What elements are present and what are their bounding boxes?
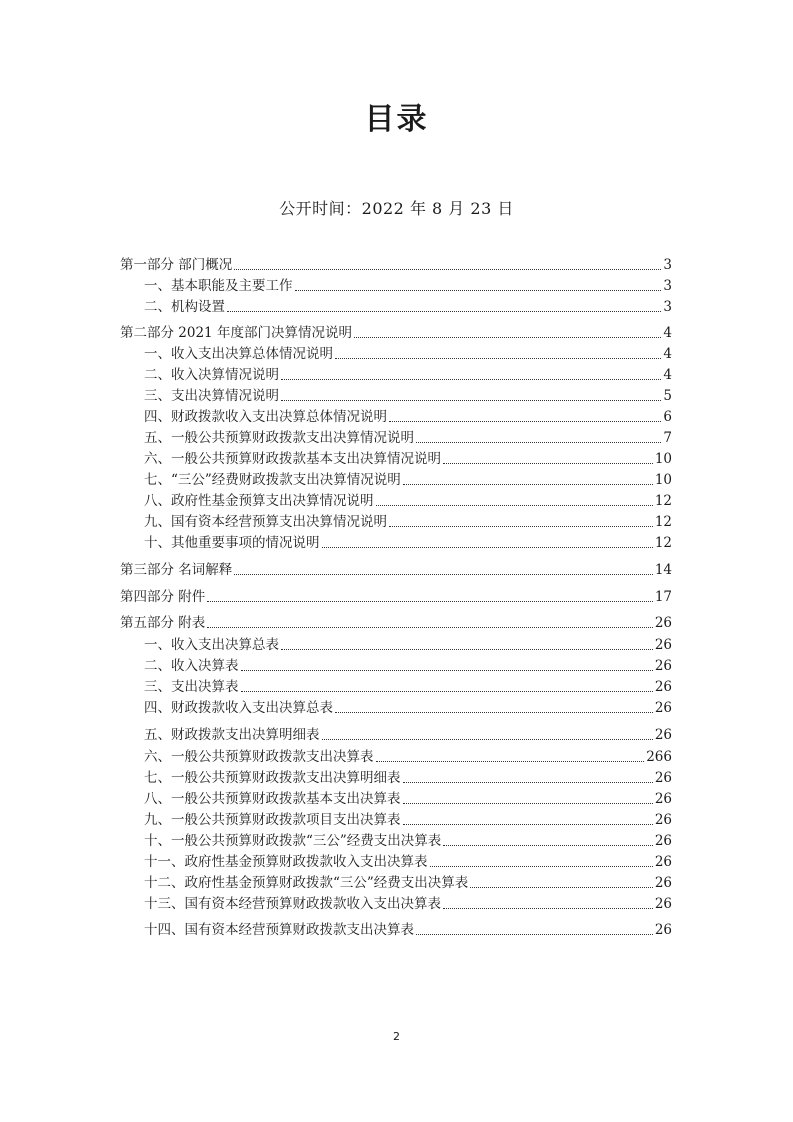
toc-item[interactable] <box>144 343 672 363</box>
toc-page: 14 <box>654 562 672 578</box>
toc-label: 第一部分 部门概况 <box>120 257 233 273</box>
toc-item[interactable] <box>144 532 672 552</box>
toc-label: 十一、政府性基金预算财政拨款收入支出决算表 <box>144 854 428 870</box>
toc-item[interactable] <box>144 406 672 426</box>
toc-part-2[interactable] <box>120 322 672 342</box>
toc-page: 26 <box>654 896 672 912</box>
toc-item[interactable] <box>144 809 672 829</box>
toc-label: 九、国有资本经营预算支出决算情况说明 <box>144 514 387 530</box>
toc-label: 一、收入支出决算总体情况说明 <box>144 346 333 362</box>
toc-page: 4 <box>663 367 672 383</box>
toc-item[interactable] <box>144 364 672 384</box>
toc-item[interactable] <box>144 469 672 489</box>
dot-leader <box>416 442 661 443</box>
dot-leader <box>443 845 653 846</box>
toc-page: 26 <box>654 700 672 716</box>
toc-page: 26 <box>654 833 672 849</box>
dot-leader <box>227 311 661 312</box>
dot-leader <box>207 627 653 628</box>
toc-page: 26 <box>654 658 672 674</box>
dot-leader <box>403 824 653 825</box>
dot-leader <box>281 400 661 401</box>
toc-page: 26 <box>654 854 672 870</box>
toc-label: 三、支出决算表 <box>144 679 239 695</box>
toc-page: 3 <box>663 278 672 294</box>
toc-label: 十、一般公共预算财政拨款“三公”经费支出决算表 <box>144 833 442 849</box>
toc-page: 7 <box>663 430 672 446</box>
toc-part-1[interactable] <box>120 254 672 274</box>
toc-label: 四、财政拨款收入支出决算总表 <box>144 700 333 716</box>
dot-leader <box>322 739 653 740</box>
toc-part-4[interactable] <box>120 586 672 606</box>
toc-item[interactable] <box>144 872 672 892</box>
toc-page: 4 <box>663 325 672 341</box>
toc-item[interactable] <box>144 893 672 913</box>
toc-label: 七、“三公”经费财政拨款支出决算情况说明 <box>144 472 401 488</box>
toc-page: 4 <box>663 346 672 362</box>
dot-leader <box>389 526 653 527</box>
toc-page: 12 <box>654 493 672 509</box>
toc-page: 26 <box>654 791 672 807</box>
toc-label: 八、政府性基金预算支出决算情况说明 <box>144 493 374 509</box>
dot-leader <box>430 866 653 867</box>
toc-label: 一、基本职能及主要工作 <box>144 278 293 294</box>
toc-label: 十四、国有资本经营预算财政拨款支出决算表 <box>144 922 414 938</box>
toc-item[interactable] <box>144 697 672 717</box>
toc-item[interactable] <box>144 490 672 510</box>
dot-leader <box>241 691 653 692</box>
document-title: 目录 <box>364 102 429 137</box>
toc-item[interactable] <box>144 385 672 405</box>
toc-label: 七、一般公共预算财政拨款支出决算明细表 <box>144 770 401 786</box>
toc-item[interactable] <box>144 788 672 808</box>
toc-label: 九、一般公共预算财政拨款项目支出决算表 <box>144 812 401 828</box>
dot-leader <box>234 574 653 575</box>
toc-page: 10 <box>654 472 672 488</box>
toc-label: 四、财政拨款收入支出决算总体情况说明 <box>144 409 387 425</box>
toc-page: 10 <box>654 451 672 467</box>
toc-part-3[interactable] <box>120 559 672 579</box>
toc-label: 十三、国有资本经营预算财政拨款收入支出决算表 <box>144 896 441 912</box>
toc-page: 12 <box>654 514 672 530</box>
toc-page: 26 <box>654 615 672 631</box>
toc-item[interactable] <box>144 851 672 871</box>
toc-page: 26 <box>654 770 672 786</box>
toc-label: 十、其他重要事项的情况说明 <box>144 535 320 551</box>
toc-item[interactable] <box>144 830 672 850</box>
toc-item[interactable] <box>144 511 672 531</box>
toc-item[interactable] <box>144 275 672 295</box>
publish-time: 公开时间：2022 年 8 月 23 日 <box>279 199 514 218</box>
dot-leader <box>403 782 653 783</box>
toc-label: 一、收入支出决算总表 <box>144 637 279 653</box>
toc-label: 第五部分 附表 <box>120 615 206 631</box>
toc-item[interactable] <box>144 427 672 447</box>
toc-page: 26 <box>654 727 672 743</box>
dot-leader <box>207 601 653 602</box>
dot-leader <box>416 934 653 935</box>
toc-page: 5 <box>663 388 672 404</box>
toc-page: 17 <box>654 589 672 605</box>
toc-part-5[interactable] <box>120 612 672 632</box>
toc-page: 26 <box>654 875 672 891</box>
toc-label: 第三部分 名词解释 <box>120 562 233 578</box>
dot-leader <box>322 547 653 548</box>
toc-item[interactable] <box>144 296 672 316</box>
toc-page: 26 <box>654 922 672 938</box>
toc-item[interactable] <box>144 919 672 939</box>
dot-leader <box>403 484 653 485</box>
dot-leader <box>403 803 653 804</box>
toc-item[interactable] <box>144 724 672 744</box>
toc-label: 五、财政拨款支出决算明细表 <box>144 727 320 743</box>
toc-label: 二、收入决算情况说明 <box>144 367 279 383</box>
dot-leader <box>241 670 653 671</box>
toc-page: 266 <box>646 749 672 765</box>
page-number: 2 <box>393 1030 400 1043</box>
toc-page: 26 <box>654 679 672 695</box>
dot-leader <box>376 761 645 762</box>
toc-page: 26 <box>654 637 672 653</box>
toc-label: 二、收入决算表 <box>144 658 239 674</box>
toc-label: 三、支出决算情况说明 <box>144 388 279 404</box>
toc-label: 五、一般公共预算财政拨款支出决算情况说明 <box>144 430 414 446</box>
toc-label: 八、一般公共预算财政拨款基本支出决算表 <box>144 791 401 807</box>
dot-leader <box>234 269 661 270</box>
toc-page: 3 <box>663 257 672 273</box>
toc-item[interactable] <box>144 448 672 468</box>
dot-leader <box>443 463 653 464</box>
toc-label: 第四部分 附件 <box>120 589 206 605</box>
toc-item[interactable] <box>144 767 672 787</box>
dot-leader <box>470 887 653 888</box>
toc-label: 二、机构设置 <box>144 299 225 315</box>
toc-item[interactable] <box>144 676 672 696</box>
toc-page: 6 <box>663 409 672 425</box>
dot-leader <box>335 712 653 713</box>
toc-item[interactable] <box>144 746 672 766</box>
toc-item[interactable] <box>144 634 672 654</box>
toc-page: 12 <box>654 535 672 551</box>
toc-label: 十二、政府性基金预算财政拨款“三公”经费支出决算表 <box>144 875 469 891</box>
dot-leader <box>376 505 653 506</box>
toc-page: 3 <box>663 299 672 315</box>
dot-leader <box>281 649 653 650</box>
toc-page: 26 <box>654 812 672 828</box>
toc-label: 六、一般公共预算财政拨款基本支出决算情况说明 <box>144 451 441 467</box>
dot-leader <box>443 908 653 909</box>
dot-leader <box>354 337 661 338</box>
dot-leader <box>335 358 661 359</box>
toc-label: 六、一般公共预算财政拨款支出决算表 <box>144 749 374 765</box>
dot-leader <box>281 379 661 380</box>
dot-leader <box>389 421 661 422</box>
dot-leader <box>295 290 662 291</box>
toc-item[interactable] <box>144 655 672 675</box>
toc-label: 第二部分 2021 年度部门决算情况说明 <box>120 325 352 341</box>
